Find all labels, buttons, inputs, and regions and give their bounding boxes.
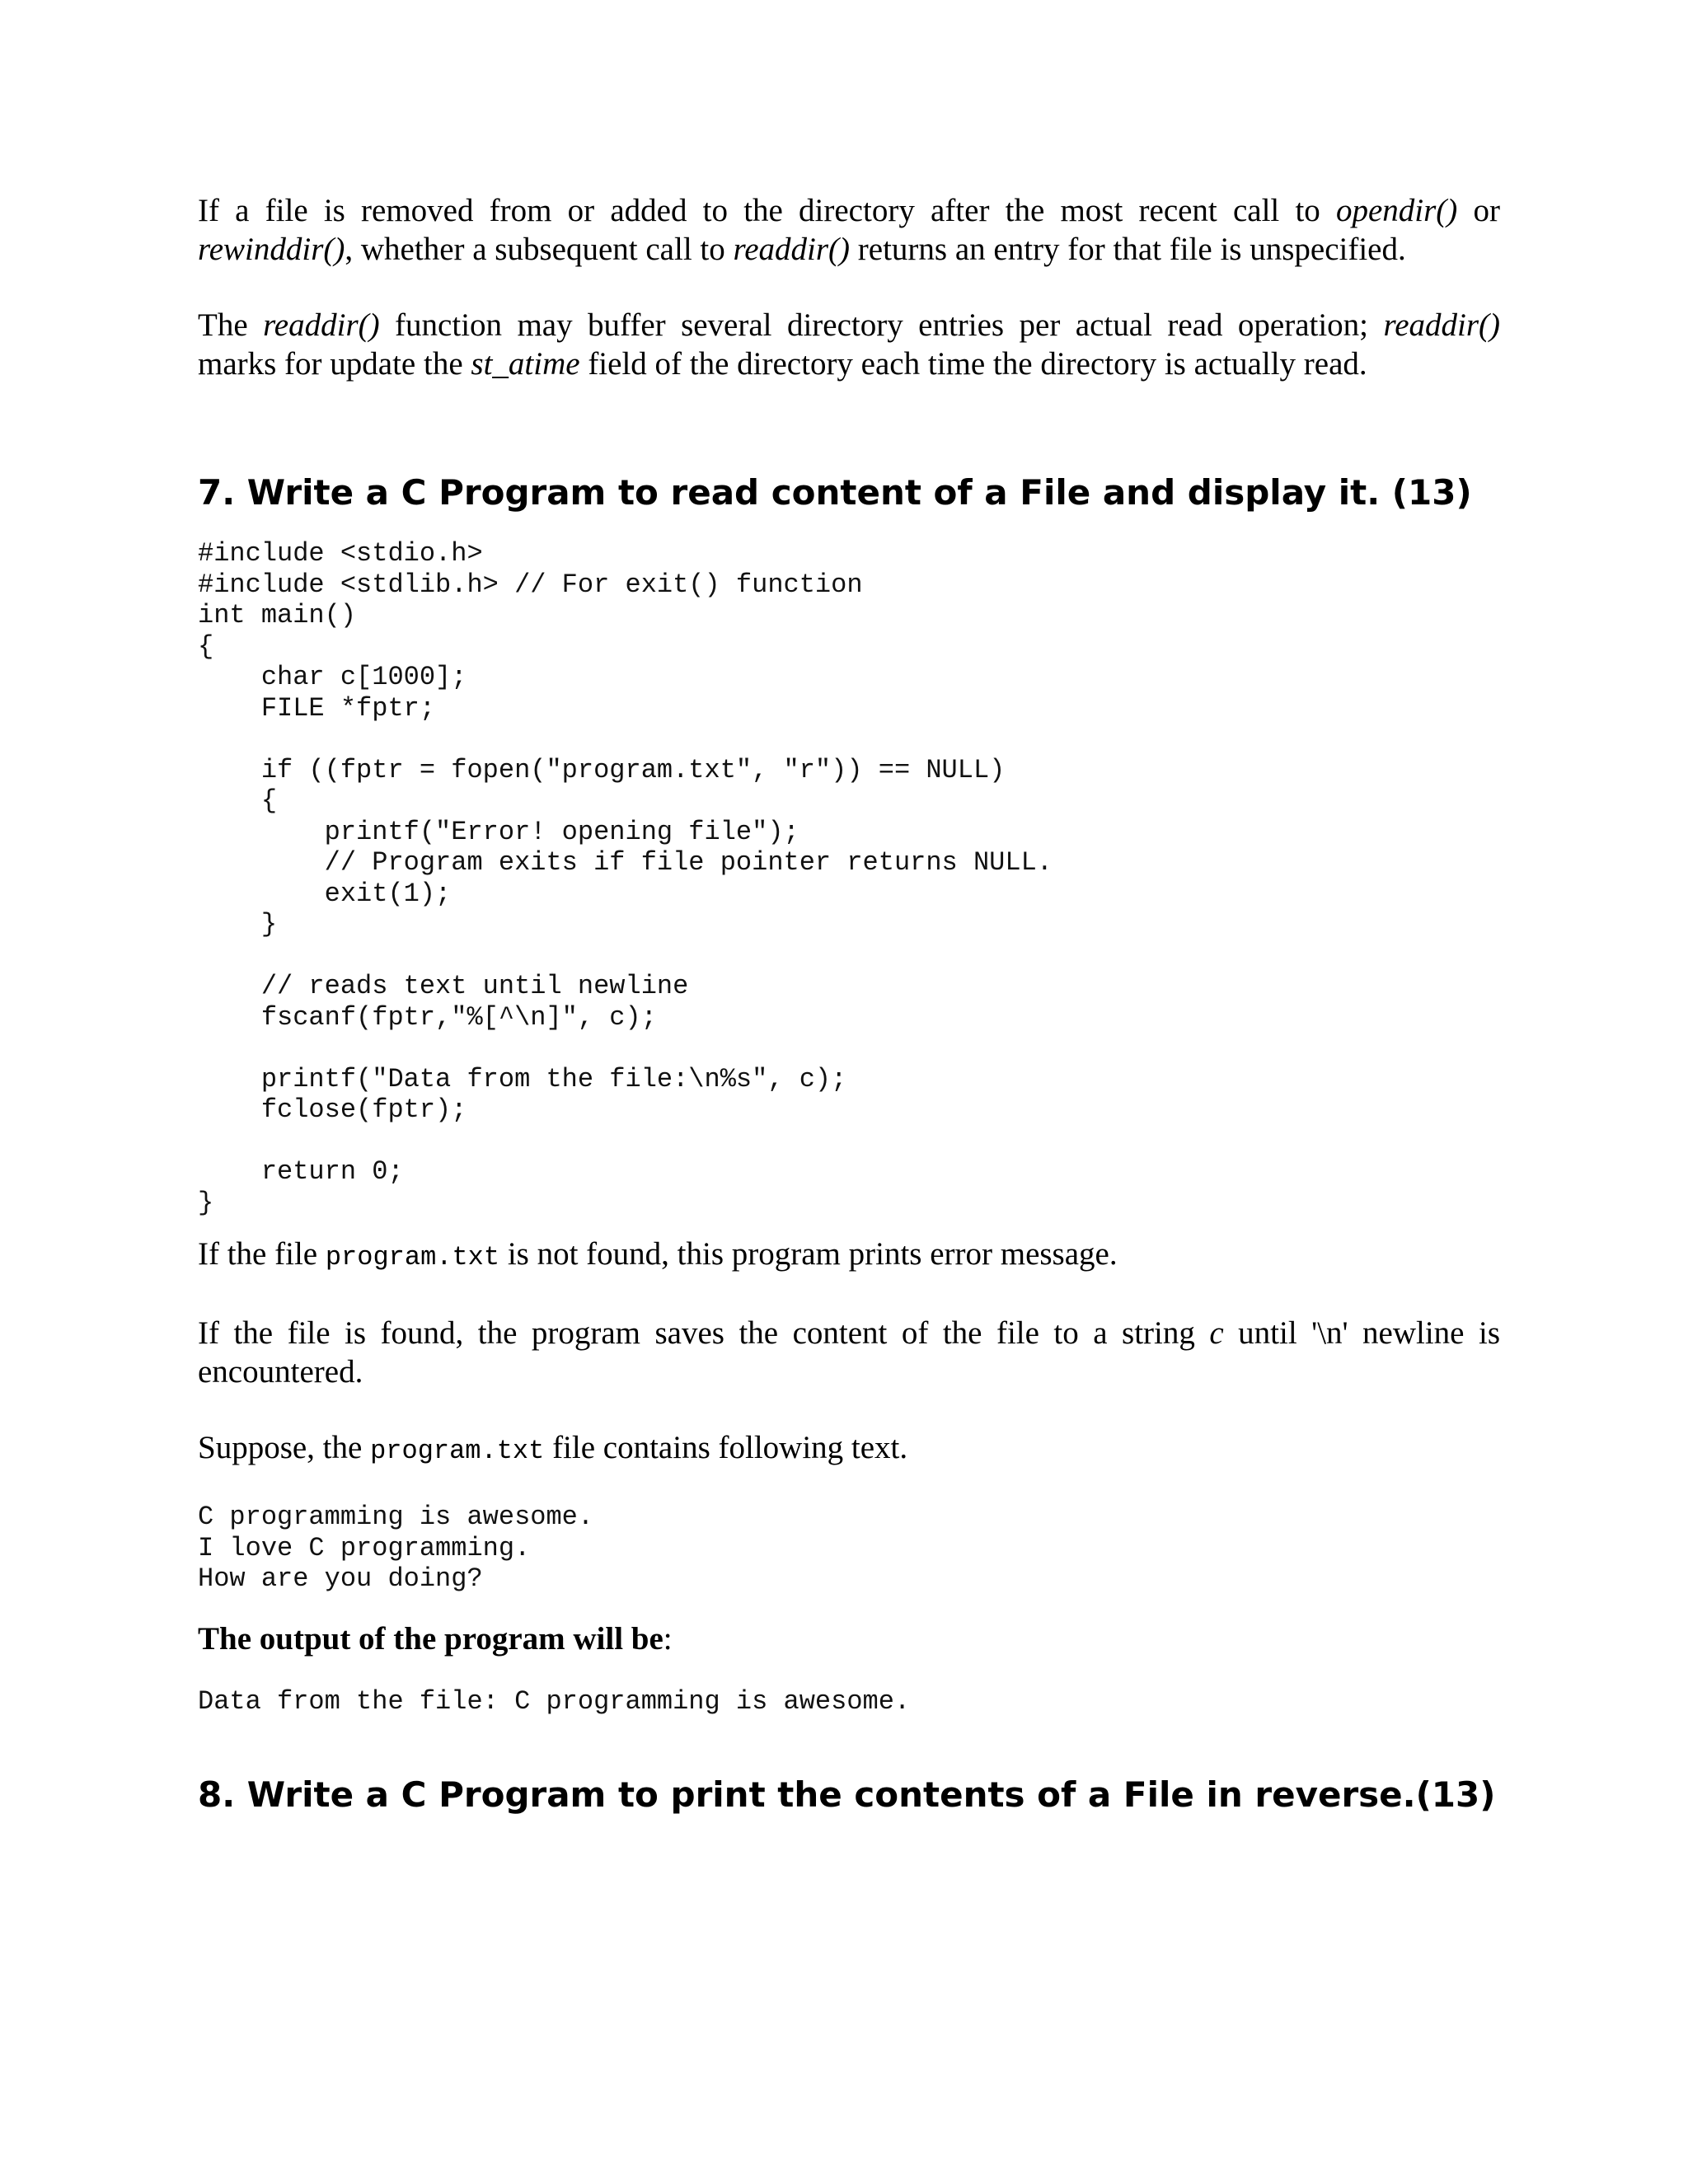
found-paragraph: If the file is found, the program saves the content of the file to a string c until '\n' newline is encountered.	[198, 1315, 1500, 1390]
output-block: Data from the file: C programming is awesome.	[198, 1685, 911, 1717]
readdir-term: readdir()	[1383, 307, 1500, 343]
opendir-term: opendir()	[1335, 193, 1458, 228]
readdir-term: readdir()	[263, 307, 380, 343]
variable-c: c	[1209, 1315, 1224, 1351]
intro-paragraph-2: The readdir() function may buffer several directory entries per actual read operation; readdir() marks for update the st_atime field of the directory each time the directory is actually read.	[198, 307, 1500, 382]
filename-inline: program.txt	[370, 1436, 545, 1466]
section-7-heading: 7. Write a C Program to read content of a File and display it. (13)	[198, 472, 1472, 513]
output-label: The output of the program will be:	[198, 1620, 673, 1657]
code-block: #include <stdio.h> #include <stdlib.h> // For exit() function int main() { char c[1000]; FILE *fptr; if ((fptr = fopen("program.txt", "r")) == NULL) { printf("Error! opening file"); // Program exits if file pointer returns NULL. exit(1); } // reads text until newline fscanf(fptr,"%[^\n]", c); printf("Data from the file:\n%s", c); fclose(fptr); return 0; }	[198, 538, 1053, 1218]
section-8-heading: 8. Write a C Program to print the contents of a File in reverse.(13)	[198, 1774, 1496, 1815]
file-contents-block: C programming is awesome. I love C programming. How are you doing?	[198, 1502, 594, 1594]
intro-paragraph-1: If a file is removed from or added to the directory after the most recent call to opendir() or rewinddir(), whether a subsequent call to readdir() returns an entry for that file is unspecified.	[198, 193, 1500, 267]
readdir-term: readdir()	[733, 232, 851, 267]
filename-inline: program.txt	[325, 1242, 500, 1272]
st-atime-term: st_atime	[471, 346, 580, 382]
not-found-paragraph: If the file program.txt is not found, this program prints error message.	[198, 1236, 1118, 1272]
suppose-paragraph: Suppose, the program.txt file contains following text.	[198, 1430, 908, 1466]
rewinddir-term: rewinddir()	[198, 232, 345, 267]
document-page	[198, 191, 1500, 1817]
